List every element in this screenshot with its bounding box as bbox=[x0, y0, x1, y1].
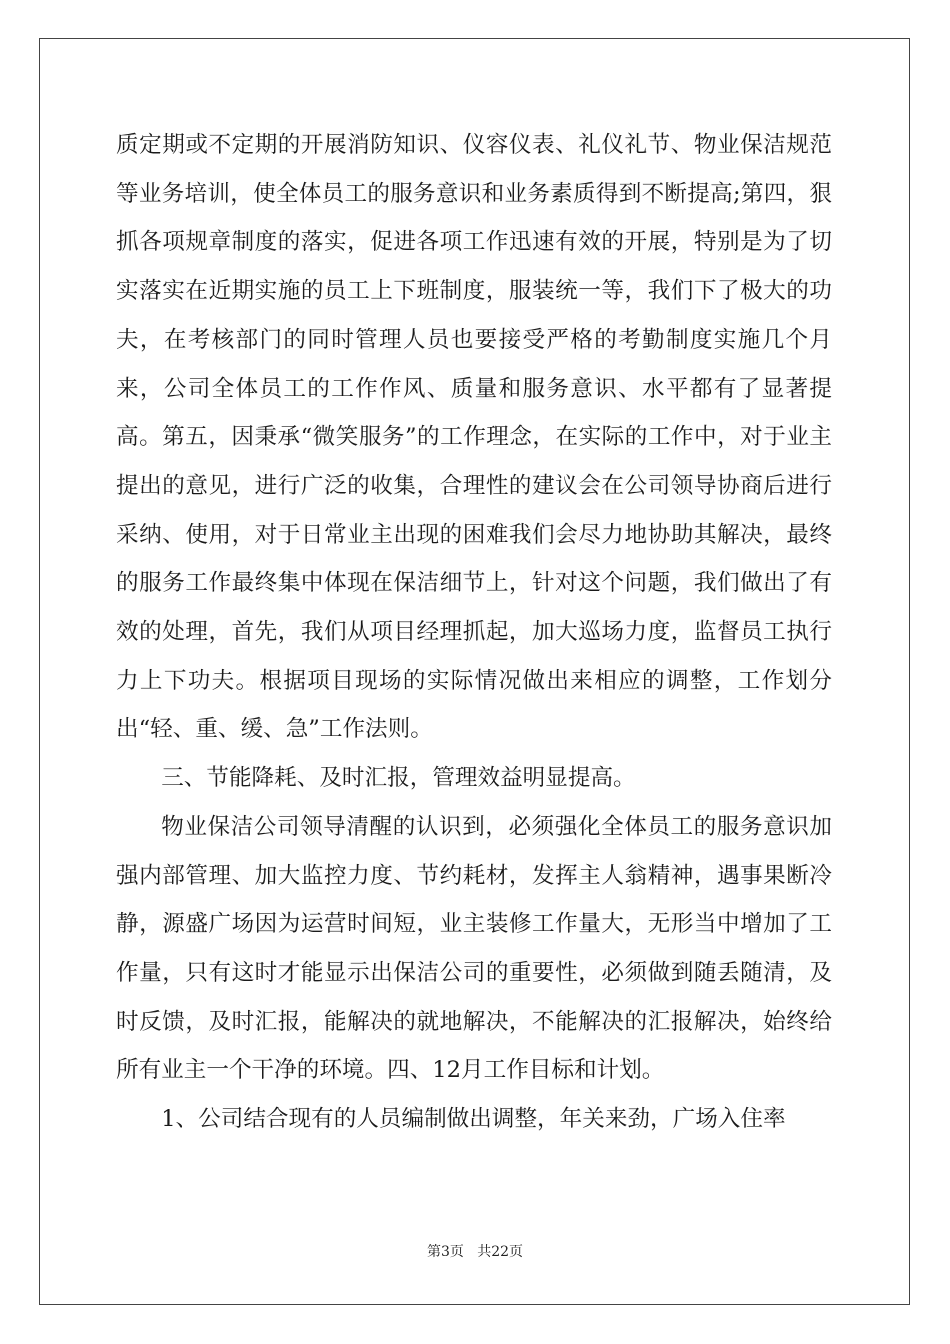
paragraph-2: 物业保洁公司领导清醒的认识到，必须强化全体员工的服务意识加强内部管理、加大监控力度、节约耗材，发挥主人翁精神，遇事果断冷静，源盛广场因为运营时间短，业主装修工作量大，无形当中增加了工作量，只有这时才能显示出保洁公司的重要性，必须做到随丢随清，及时反馈，及时汇报，能解决的就地解决，不能解决的汇报解决，始终给所有业主一个干净的环境。四、12月工作目标和计划。 bbox=[116, 813, 832, 1084]
section-heading-3: 三、节能降耗、及时汇报，管理效益明显提高。 bbox=[161, 765, 636, 792]
document-body bbox=[116, 121, 832, 1144]
paragraph-1: 质定期或不定期的开展消防知识、仪容仪表、礼仪礼节、物业保洁规范等业务培训，使全体员工的服务意识和业务素质得到不断提高;第四，狠抓各项规章制度的落实，促进各项工作迅速有效的开展，特别是为了切实落实在近期实施的员工上下班制度，服装统一等，我们下了极大的功夫，在考核部门的同时管理人员也要接受严格的考勤制度实施几个月来，公司全体员工的工作作风、质量和服务意识、水平都有了显著提高。第五，因秉承“微笑服务”的工作理念，在实际的工作中，对于业主提出的意见，进行广泛的收集，合理性的建议会在公司领导协商后进行采纳、使用，对于日常业主出现的困难我们会尽力地协助其解决，最终的服务工作最终集中体现在保洁细节上，针对这个问题，我们做出了有效的处理，首先，我们从项目经理抓起，加大巡场力度，监督员工执行力上下功夫。根据项目现场的实际情况做出来相应的调整，工作划分出“轻、重、缓、急”工作法则。 bbox=[116, 132, 832, 743]
page-number-footer: 第3页 共22页 bbox=[426, 1244, 524, 1260]
paragraph-3: 1、公司结合现有的人员编制做出调整，年关来劲，广场入住率 bbox=[161, 1106, 786, 1133]
